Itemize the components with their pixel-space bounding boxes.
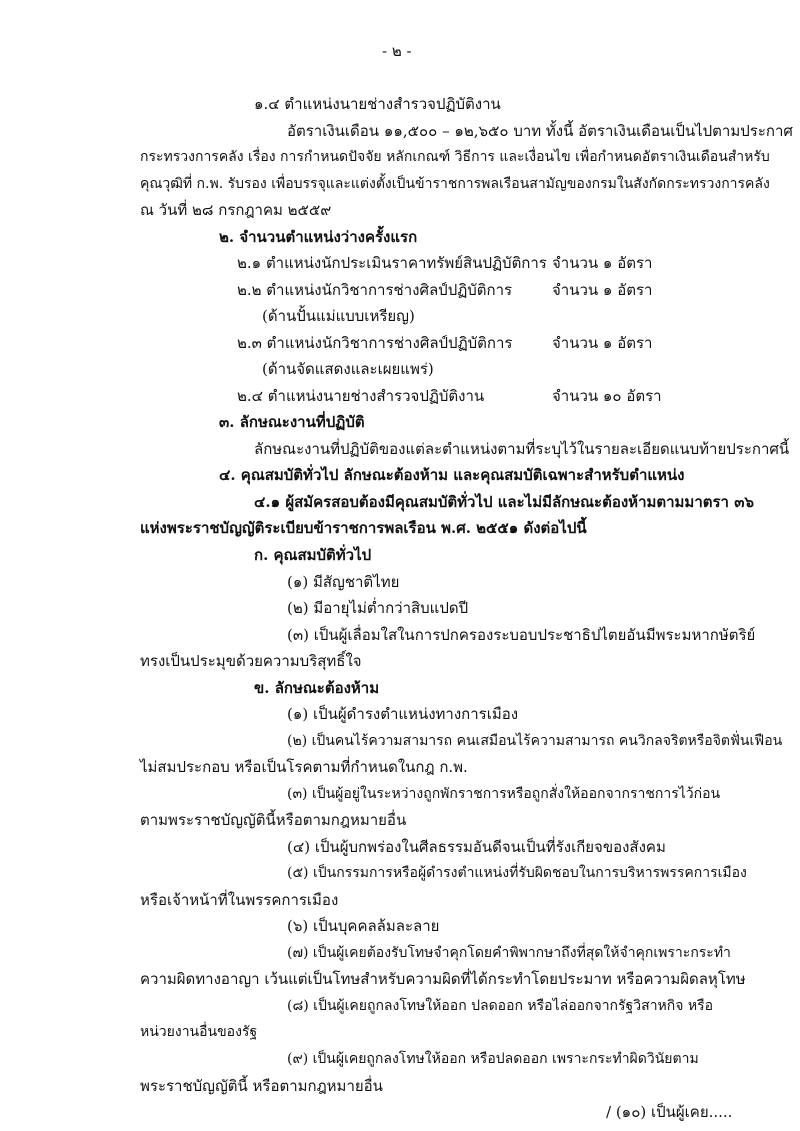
prohibited-item: (๒) เป็นคนไร้ความสามารถ คนเสมือนไร้ความสามารถ คนวิกลจริตหรือจิตฟั่นเฟือน [287, 732, 783, 749]
prohibited-item: (๖) เป็นบุคคลล้มละลาย [287, 917, 440, 936]
prohibited-item: ตามพระราชบัญญัตินี้หรือตามกฎหมายอื่น [140, 811, 407, 830]
general-item: (๓) เป็นผู้เลื่อมใสในการปกครองระบอบประชาธิปไตยอันมีพระมหากษัตริย์ [287, 625, 756, 644]
section-3-heading: ๓. ลักษณะงานที่ปฏิบัติ [219, 413, 365, 432]
general-qualifications-heading: ก. คุณสมบัติทั่วไป [254, 545, 372, 564]
section-4-1-line: ๔.๑ ผู้สมัครสอบต้องมีคุณสมบัติทั่วไป และไม่มีลักษณะต้องห้ามตามมาตรา ๓๖ [254, 492, 754, 511]
prohibited-item: (๗) เป็นผู้เคยต้องรับโทษจำคุกโดยคำพิพากษาถึงที่สุดให้จำคุกเพราะกระทำ [287, 944, 731, 961]
prohibited-item: (๘) เป็นผู้เคยถูกลงโทษให้ออก ปลดออก หรือไล่ออกจากรัฐวิสาหกิจ หรือ [287, 997, 714, 1014]
section-1-4-line: คุณวุฒิที่ ก.พ. รับรอง เพื่อบรรจุและแต่งตั้งเป็นข้าราชการพลเรือนสามัญของกรมในสังกัดกระทรวงการคลัง [140, 175, 770, 192]
section-2-heading: ๒. จำนวนตำแหน่งว่างครั้งแรก [219, 227, 418, 246]
prohibited-item: หน่วยงานอื่นของรัฐ [140, 1024, 258, 1041]
prohibited-heading: ข. ลักษณะต้องห้าม [254, 678, 380, 697]
general-item: (๑) มีสัญชาติไทย [287, 572, 400, 591]
general-item: ทรงเป็นประมุขด้วยความบริสุทธิ์ใจ [140, 652, 362, 671]
prohibited-item: (๑) เป็นผู้ดำรงตำแหน่งทางการเมือง [287, 705, 519, 724]
vacancy-item-count: จำนวน ๑ อัตรา [552, 333, 653, 352]
prohibited-item: (๙) เป็นผู้เคยถูกลงโทษให้ออก หรือปลดออก เพราะกระทำผิดวินัยตาม [287, 1050, 699, 1067]
vacancy-item-sub: (ด้านจัดแสดงและเผยแพร่) [262, 360, 434, 379]
page-number: - ๒ - [382, 42, 412, 60]
prohibited-item: ไม่สมประกอบ หรือเป็นโรคตามที่กำหนดในกฎ ก.พ. [140, 758, 468, 777]
vacancy-item-label: ๒.๔ ตำแหน่งนายช่างสำรวจปฏิบัติงาน [237, 386, 485, 405]
section-1-4-line: ณ วันที่ ๒๘ กรกฎาคม ๒๕๕๙ [140, 201, 332, 220]
vacancy-item-count: จำนวน ๑ อัตรา [552, 280, 653, 299]
section-4-1-line: แห่งพระราชบัญญัติระเบียบข้าราชการพลเรือน พ.ศ. ๒๕๕๑ ดังต่อไปนี้ [140, 519, 587, 538]
section-1-4-line: กระทรวงการคลัง เรื่อง การกำหนดปัจจัย หลักเกณฑ์ วิธีการ และเงื่อนไข เพื่อกำหนดอัตราเงินเดือนสำหรับ [140, 149, 770, 166]
section-3-body: ลักษณะงานที่ปฏิบัติของแต่ละตำแหน่งตามที่ระบุไว้ในรายละเอียดแนบท้ายประกาศนี้ [254, 439, 790, 458]
prohibited-item: (๓) เป็นผู้อยู่ในระหว่างถูกพักราชการหรือถูกสั่งให้ออกจากราชการไว้ก่อน [287, 785, 721, 802]
vacancy-item-count: จำนวน ๑๐ อัตรา [552, 386, 662, 405]
prohibited-item: (๔) เป็นผู้บกพร่องในศีลธรรมอันดีจนเป็นที่รังเกียจของสังคม [287, 837, 666, 856]
general-item: (๒) มีอายุไม่ต่ำกว่าสิบแปดปี [287, 599, 469, 617]
prohibited-item: หรือเจ้าหน้าที่ในพรรคการเมือง [140, 890, 339, 909]
vacancy-item-label: ๒.๓ ตำแหน่งนักวิชาการช่างศิลป์ปฏิบัติการ [237, 333, 513, 352]
prohibited-item: พระราชบัญญัตินี้ หรือตามกฎหมายอื่น [140, 1076, 383, 1095]
vacancy-item-label: ๒.๒ ตำแหน่งนักวิชาการช่างศิลป์ปฏิบัติการ [237, 280, 513, 299]
vacancy-item-label: ๒.๑ ตำแหน่งนักประเมินราคาทรัพย์สินปฏิบัติการ [237, 254, 547, 273]
vacancy-item-count: จำนวน ๑ อัตรา [552, 254, 653, 273]
footer-continuation: / (๑๐) เป็นผู้เคย..... [606, 1103, 733, 1121]
vacancy-item-sub: (ด้านปั้นแม่แบบเหรียญ) [262, 307, 415, 326]
section-1-4-heading: ๑.๔ ตำแหน่งนายช่างสำรวจปฏิบัติงาน [254, 95, 501, 113]
prohibited-item: (๕) เป็นกรรมการหรือผู้ดำรงตำแหน่งที่รับผิดชอบในการบริหารพรรคการเมือง [287, 865, 747, 882]
section-4-heading: ๔. คุณสมบัติทั่วไป ลักษณะต้องห้าม และคุณสมบัติเฉพาะสำหรับตำแหน่ง [219, 466, 685, 485]
section-1-4-line: อัตราเงินเดือน ๑๑,๕๐๐ – ๑๒,๖๕๐ บาท ทั้งนี้ อัตราเงินเดือนเป็นไปตามประกาศ [287, 121, 793, 140]
prohibited-item: ความผิดทางอาญา เว้นแต่เป็นโทษสำหรับความผิดที่ได้กระทำโดยประมาท หรือความผิดลหุโทษ [140, 970, 746, 989]
